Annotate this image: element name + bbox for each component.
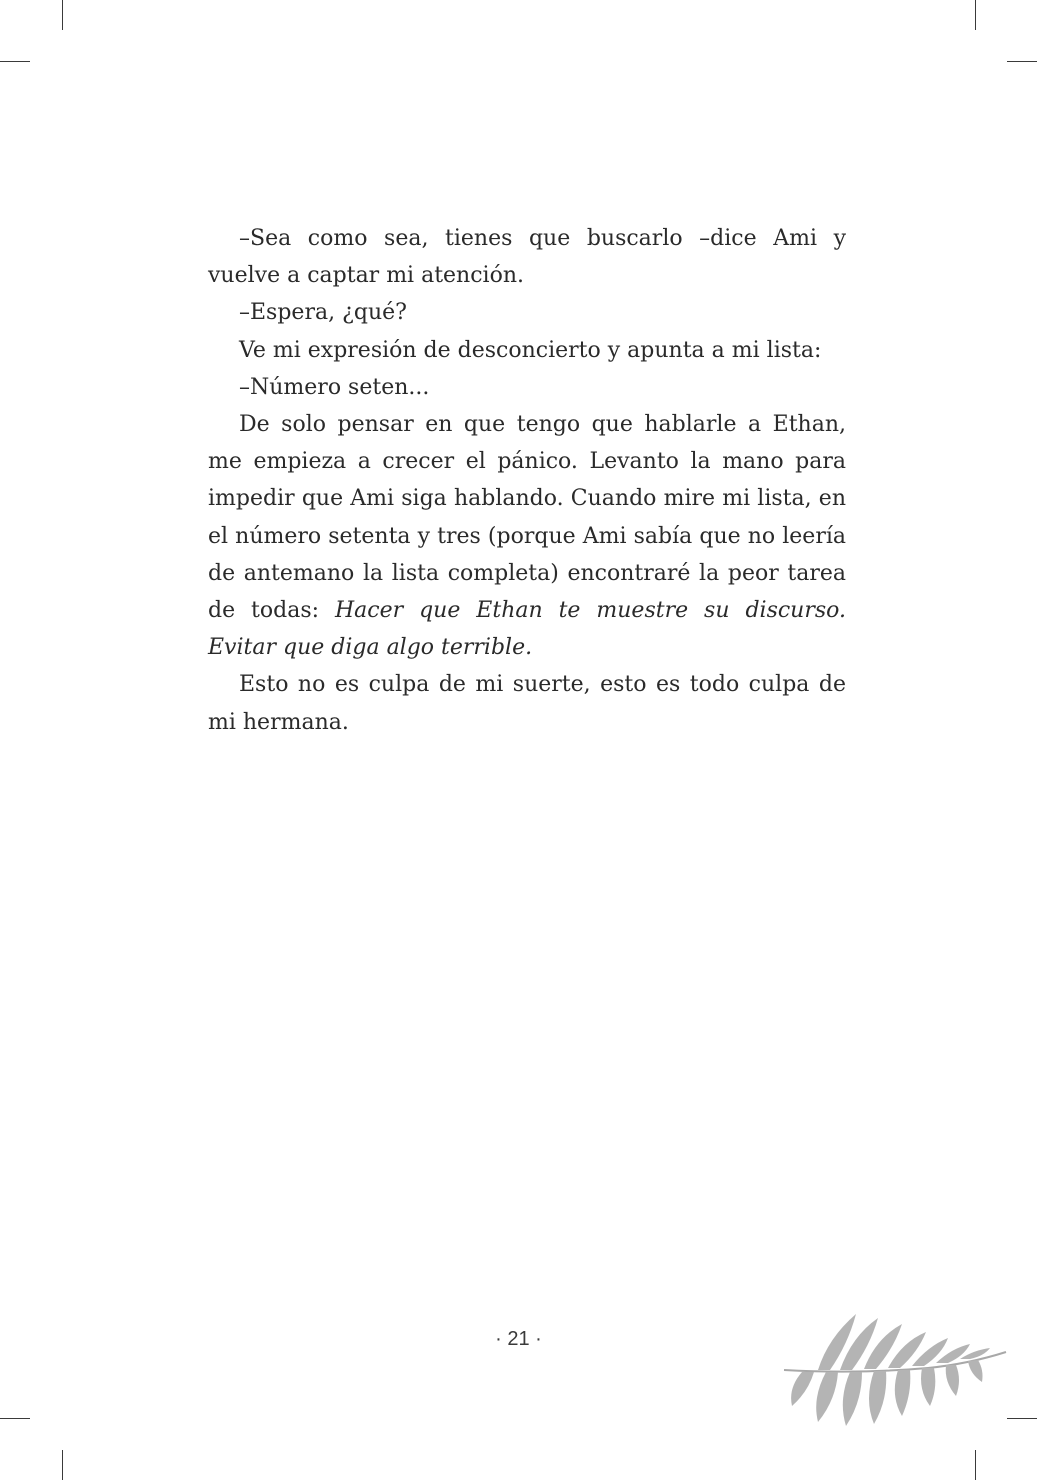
paragraph-text: De solo pensar en que tengo que hablarle a Ethan, me empieza a crecer el pánico. Levanto la mano para impedir que Ami siga hablando. Cuando mire mi lista, en el número setenta y tres (porque Ami sabía que no leería de antemano la lista completa) encontraré la peor tarea de todas: <box>208 412 846 624</box>
crop-mark-bottom-right-vertical <box>975 1450 976 1480</box>
body-text <box>208 220 846 741</box>
page-number: · 21 · <box>495 1328 542 1350</box>
paragraph: –Espera, ¿qué? <box>239 300 407 326</box>
crop-mark-top-right-vertical <box>975 0 976 30</box>
crop-mark-top-left-horizontal <box>0 61 30 62</box>
crop-mark-bottom-right-horizontal <box>1007 1418 1037 1419</box>
paragraph: Esto no es culpa de mi suerte, esto es todo culpa de mi hermana. <box>208 672 846 735</box>
paragraph: –Número seten... <box>239 374 430 400</box>
crop-mark-top-right-horizontal <box>1007 61 1037 62</box>
italic-quote: Hacer que Ethan te muestre su discurso. Evitar que diga algo terrible. <box>208 598 847 661</box>
paragraph: Ve mi expresión de desconcierto y apunta a mi lista: <box>239 337 822 363</box>
paragraph <box>208 406 846 666</box>
paragraph: –Sea como sea, tienes que buscarlo –dice Ami y vuelve a captar mi atención. <box>208 226 846 289</box>
crop-mark-top-left-vertical <box>62 0 63 30</box>
leaf-branch-icon <box>778 1308 1010 1436</box>
crop-mark-bottom-left-horizontal <box>0 1418 30 1419</box>
crop-mark-bottom-left-vertical <box>62 1450 63 1480</box>
